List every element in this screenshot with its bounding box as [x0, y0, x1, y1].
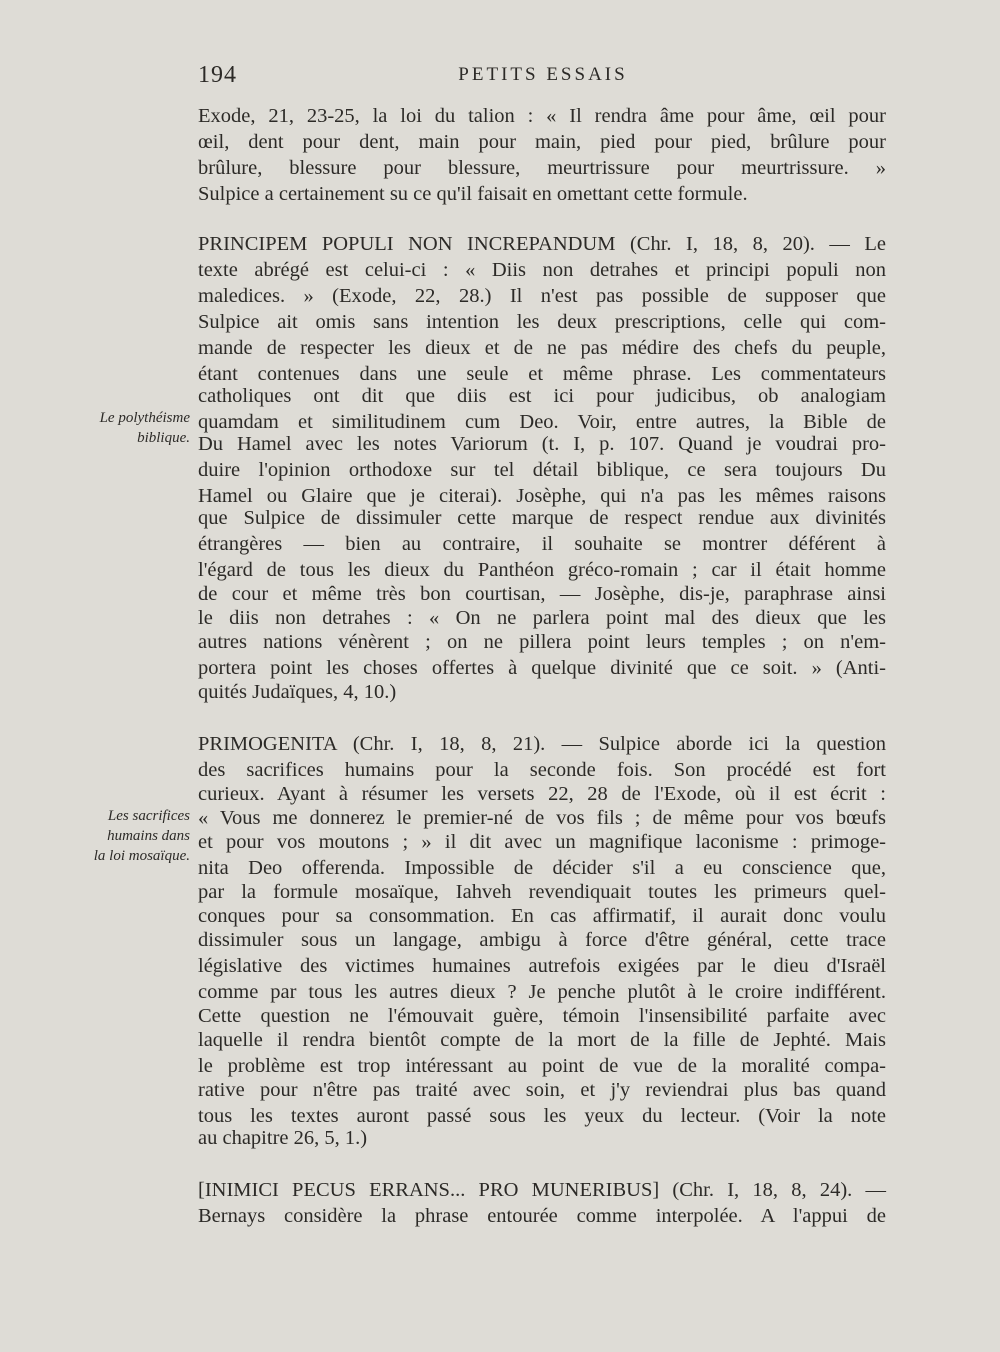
text-line: rative pour n'être pas traité avec soin, et j'y reviendrai plus bas quand	[198, 1079, 886, 1101]
text-line: Exode, 21, 23-25, la loi du talion : « Il rendra âme pour âme, œil pour	[198, 105, 886, 127]
text-line: comme par tous les autres dieux ? Je penche plutôt à le croire indifférent.	[198, 981, 886, 1003]
text-line: PRINCIPEM POPULI NON INCREPANDUM (Chr. I, 18, 8, 20). — Le	[198, 233, 886, 255]
text-line: législative des victimes humaines autrefois exigées par le dieu d'Israël	[198, 955, 886, 977]
text-line: par la formule mosaïque, Iahveh revendiquait toutes les primeurs quel-	[198, 881, 886, 903]
text-line: catholiques ont dit que diis est ici pour judicibus, ob analogiam	[198, 385, 886, 407]
text-line: curieux. Ayant à résumer les versets 22, 28 de l'Exode, où il est écrit :	[198, 783, 886, 805]
text-line: autres nations vénèrent ; on ne pillera point leurs temples ; on n'em-	[198, 631, 886, 653]
text-line: Du Hamel avec les notes Variorum (t. I, p. 107. Quand je voudrai pro-	[198, 433, 886, 455]
text-line: [INIMICI PECUS ERRANS... PRO MUNERIBUS] (Chr. I, 18, 8, 24). —	[198, 1179, 886, 1201]
margin-note-line: la loi mosaïque.	[93, 848, 190, 864]
page-header	[198, 62, 888, 92]
page-number: 194	[198, 62, 237, 88]
text-line: quités Judaïques, 4, 10.)	[198, 681, 397, 703]
running-title: PETITS ESSAIS	[458, 64, 628, 85]
text-line: de cour et même très bon courtisan, — Josèphe, dis-je, paraphrase ainsi	[198, 583, 886, 605]
margin-note-line: biblique.	[137, 430, 190, 446]
text-line: au chapitre 26, 5, 1.)	[198, 1127, 368, 1149]
text-line: portera point les choses offertes à quelque divinité que ce soit. » (Anti-	[198, 657, 886, 679]
text-line: maledices. » (Exode, 22, 28.) Il n'est pas possible de supposer que	[198, 285, 886, 307]
text-line: duire l'opinion orthodoxe sur tel détail biblique, ce sera toujours Du	[198, 459, 886, 481]
text-line: « Vous me donnerez le premier-né de vos fils ; de même pour vos bœufs	[198, 807, 886, 829]
text-line: et pour vos moutons ; » il dit avec un magnifique laconisme : primoge-	[198, 831, 886, 853]
text-line: dissimuler sous un langage, ambigu à force d'être général, cette trace	[198, 929, 886, 951]
text-line: PRIMOGENITA (Chr. I, 18, 8, 21). — Sulpice aborde ici la question	[198, 733, 886, 755]
text-line: Sulpice ait omis sans intention les deux prescriptions, celle qui com-	[198, 311, 886, 333]
margin-note-line: Les sacrifices	[107, 808, 190, 824]
margin-note	[72, 806, 190, 866]
text-line: texte abrégé est celui-ci : « Diis non detrahes et principi populi non	[198, 259, 886, 281]
text-line: Hamel ou Glaire que je citerai). Josèphe, qui n'a pas les mêmes raisons	[198, 485, 886, 507]
text-line: tous les textes auront passé sous les yeux du lecteur. (Voir la note	[198, 1105, 886, 1127]
text-line: que Sulpice de dissimuler cette marque de respect rendue aux divinités	[198, 507, 886, 529]
text-line: Cette question ne l'émouvait guère, témoin l'insensibilité parfaite avec	[198, 1005, 886, 1027]
text-line: mande de respecter les dieux et de ne pas médire des chefs du peuple,	[198, 337, 886, 359]
text-line: étrangères — bien au contraire, il souhaite se montrer déférent à	[198, 533, 886, 555]
text-line: l'égard de tous les dieux du Panthéon gréco-romain ; car il était homme	[198, 559, 886, 581]
margin-note-line: Le polythéisme	[99, 410, 190, 426]
text-line: conques pour sa consommation. En cas affirmatif, il aurait donc voulu	[198, 905, 886, 927]
text-line: œil, dent pour dent, main pour main, pied pour pied, brûlure pour	[198, 131, 886, 153]
text-line: le problème est trop intéressant au point de vue de la moralité compa-	[198, 1055, 886, 1077]
text-line: laquelle il rendra bientôt compte de la mort de la fille de Jephté. Mais	[198, 1029, 886, 1051]
text-line: étant contenues dans une seule et même phrase. Les commentateurs	[198, 363, 886, 385]
text-line: Sulpice a certainement su ce qu'il faisait en omettant cette formule.	[198, 183, 748, 205]
text-line: nita Deo offerenda. Impossible de décider s'il a eu conscience que,	[198, 857, 886, 879]
text-line: quamdam et similitudinem cum Deo. Voir, entre autres, la Bible de	[198, 411, 886, 433]
margin-note	[72, 408, 190, 448]
text-line: le diis non detrahes : « On ne parlera point mal des dieux que les	[198, 607, 886, 629]
text-line: Bernays considère la phrase entourée comme interpolée. A l'appui de	[198, 1205, 886, 1227]
text-line: des sacrifices humains pour la seconde fois. Son procédé est fort	[198, 759, 886, 781]
margin-note-line: humains dans	[107, 828, 190, 844]
text-line: brûlure, blessure pour blessure, meurtrissure pour meurtrissure. »	[198, 157, 886, 179]
